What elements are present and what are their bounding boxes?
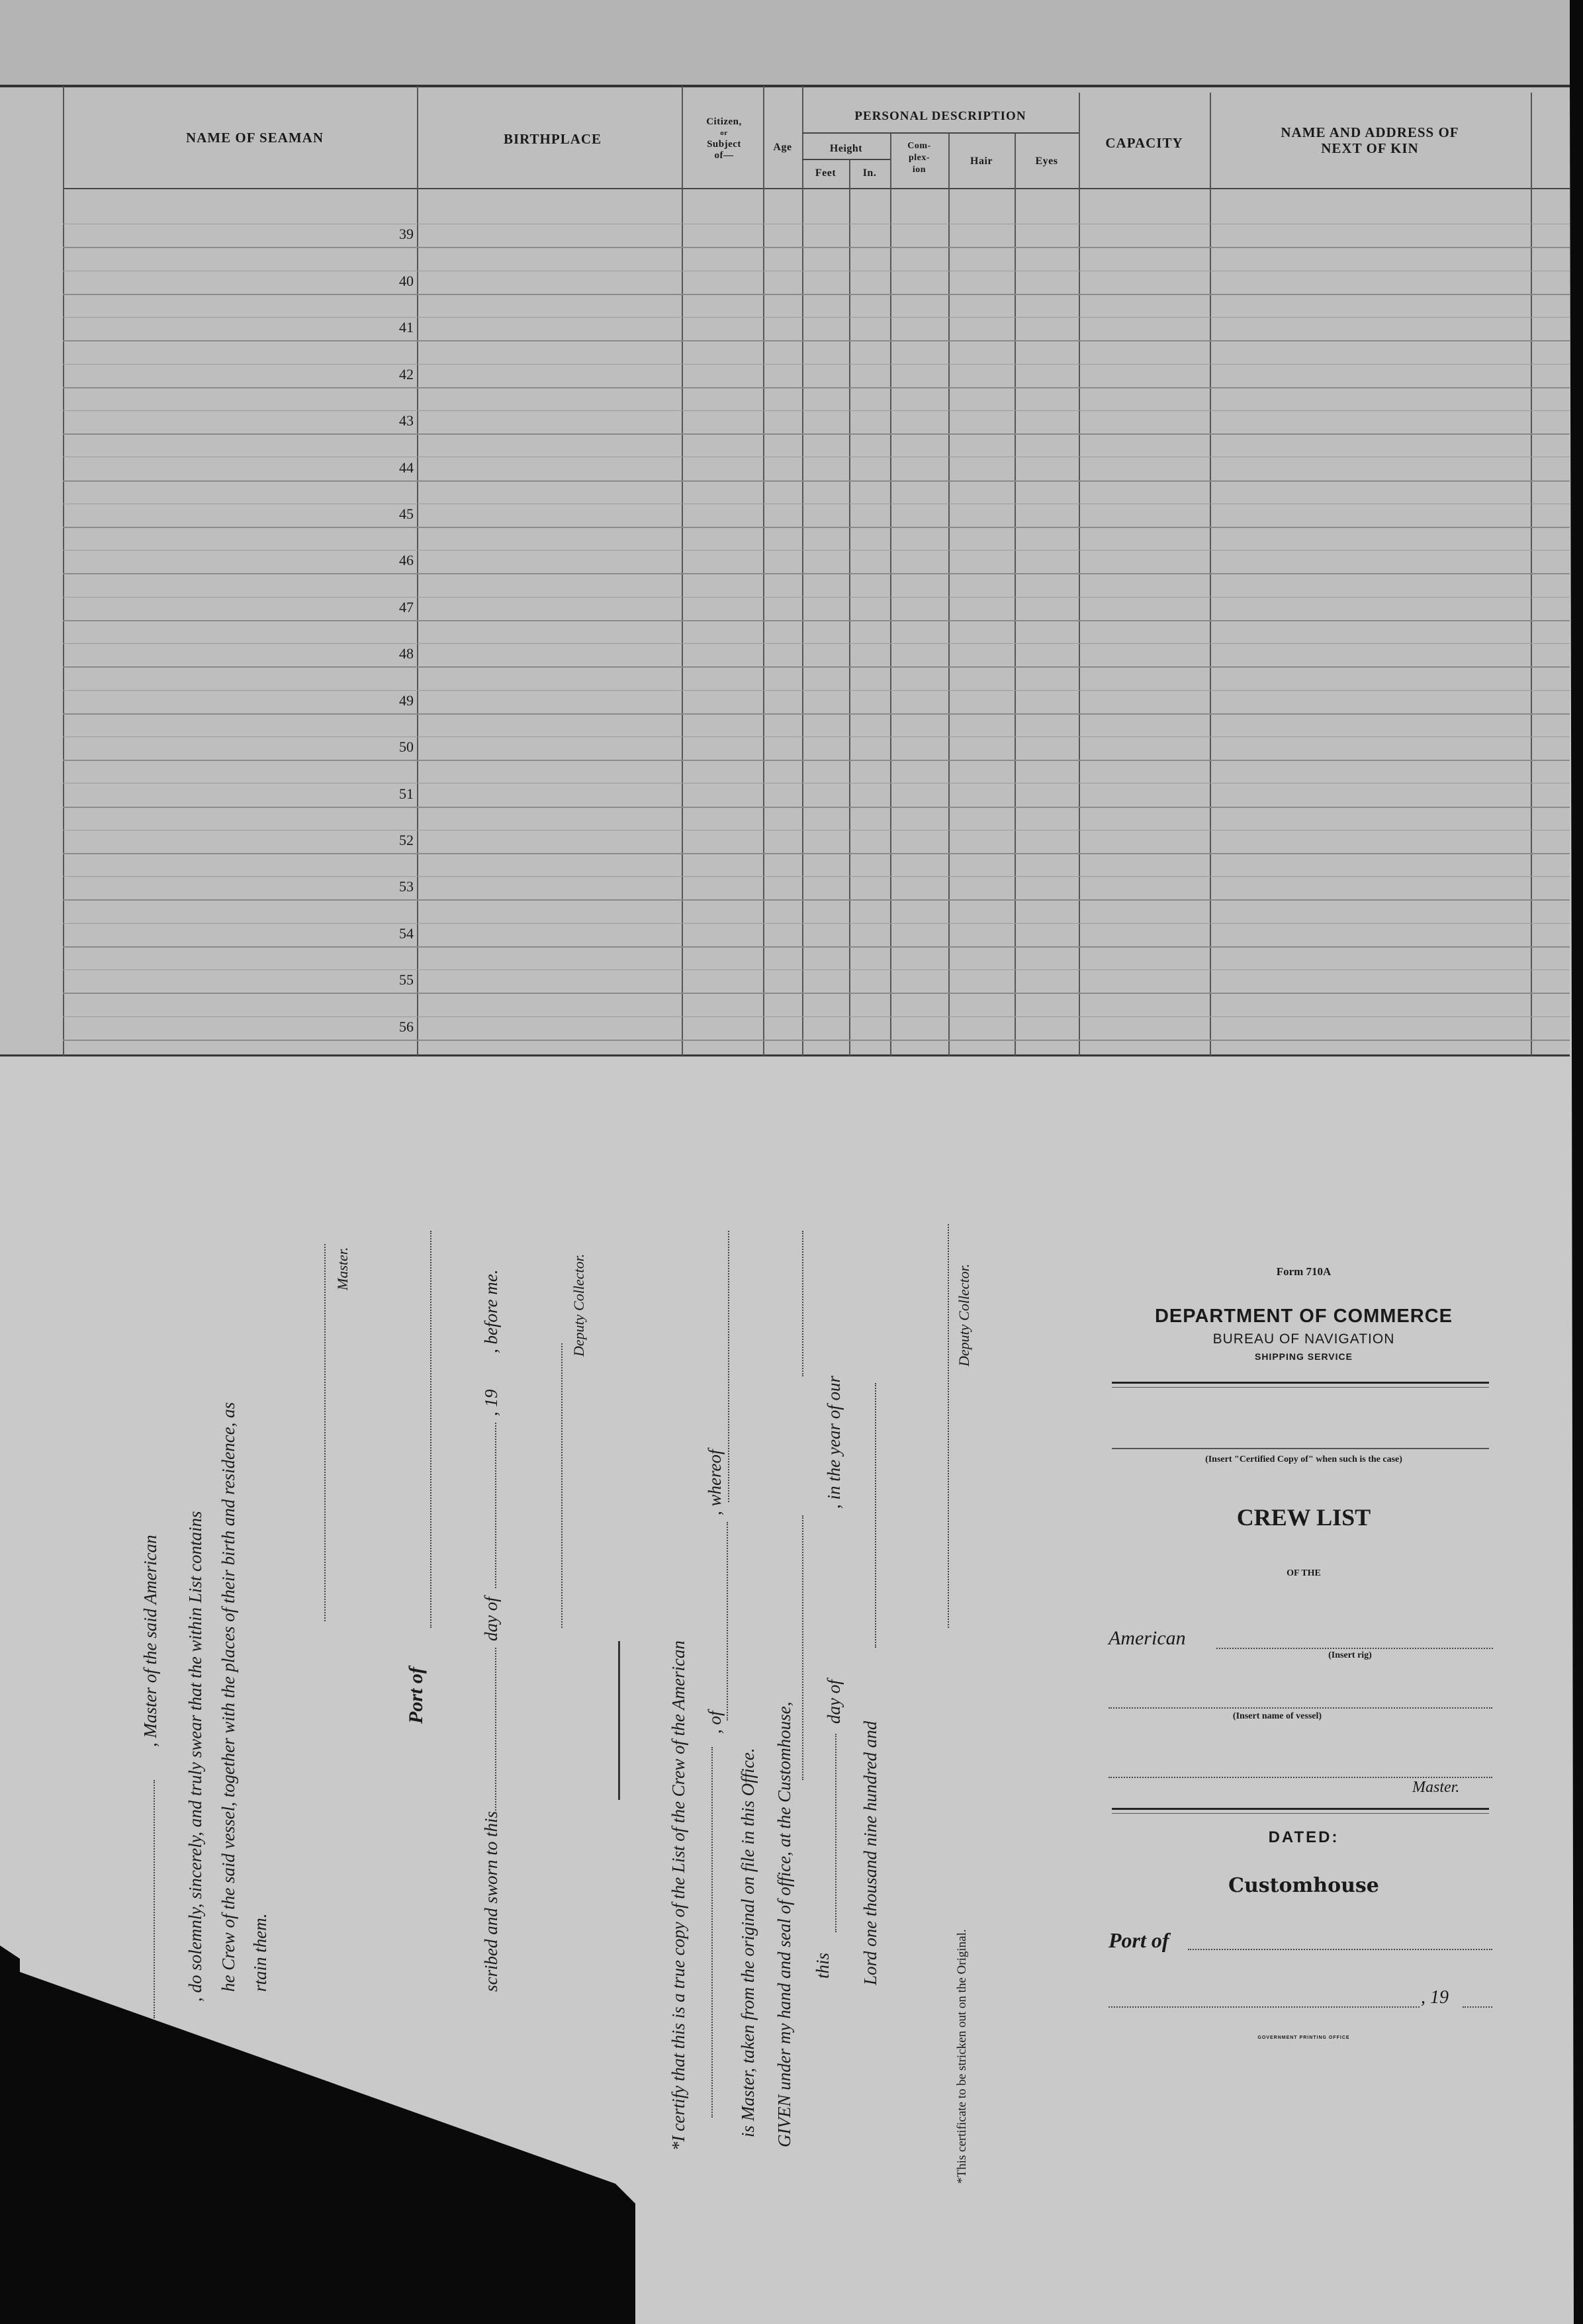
table-row-rule (63, 666, 1570, 668)
table-row-subrule (63, 364, 1570, 365)
cover-year-line (1463, 2006, 1492, 2008)
cover-top-rule (1112, 1382, 1489, 1384)
header-age: Age (773, 142, 792, 153)
cover-mid-rule-2 (1112, 1813, 1489, 1814)
oath-separator (618, 1641, 620, 1800)
row-number: 41 (399, 319, 414, 336)
cover-date-line (1108, 2006, 1420, 2008)
oath-sworn-month-line (495, 1423, 498, 1588)
col-divider (63, 86, 64, 1055)
certificate-deputy-collector: Deputy Collector. (956, 1263, 972, 1366)
row-number: 51 (399, 785, 414, 802)
cover-vessel-line (1108, 1707, 1492, 1709)
table-row-rule (63, 946, 1570, 948)
row-number: 47 (399, 598, 414, 615)
table-row-subrule (63, 597, 1570, 598)
row-number: 49 (399, 692, 414, 709)
certificate-of: , of (705, 1711, 725, 1734)
header-name-of-seaman: NAME OF SEAMAN (185, 130, 324, 146)
table-row-rule (63, 480, 1570, 482)
col-divider (417, 86, 418, 1055)
table-row-subrule (63, 317, 1570, 318)
table-row-rule (63, 993, 1570, 994)
certificate-master-line (728, 1231, 731, 1502)
cover-department: DEPARTMENT OF COMMERCE (1154, 1306, 1453, 1327)
row-number: 56 (399, 1018, 414, 1035)
cover-master-line (1108, 1777, 1492, 1778)
table-row-rule (63, 387, 1570, 388)
table-row-rule (63, 760, 1570, 761)
header-inches: In. (862, 167, 877, 179)
cover-insert-vessel: (Insert name of vessel) (1232, 1711, 1322, 1721)
oath-sworn-text: scribed and sworn to this (481, 1810, 501, 1992)
table-row-rule (63, 620, 1570, 621)
row-number: 54 (399, 924, 414, 942)
header-capacity: CAPACITY (1105, 135, 1183, 151)
header-citizen: Citizen, or Subject of— (706, 116, 742, 161)
oath-sworn-day-of: day of (481, 1597, 501, 1641)
table-row-rule (63, 853, 1570, 854)
oath-deputy-collector: Deputy Collector. (570, 1253, 587, 1357)
certificate-customhouse-line (802, 1515, 805, 1780)
oath-sworn-year: , 19 (481, 1389, 501, 1416)
table-row-subrule (63, 923, 1570, 924)
cover-mid-rule (1112, 1808, 1489, 1810)
oath-sworn-day-line (495, 1648, 498, 1813)
oath-master-signature-line (324, 1244, 327, 1621)
certificate-customhouse-line-2 (802, 1231, 805, 1376)
cover-port-line (1188, 1949, 1492, 1950)
table-row-rule (63, 247, 1570, 248)
certificate-line-3: is Master, taken from the original on file in this Office. (738, 1748, 758, 2137)
row-number: 42 (399, 365, 414, 382)
certificate-this: this (813, 1952, 833, 1979)
header-personal-description: PERSONAL DESCRIPTION (854, 109, 1026, 123)
oath-line-1: , Master of the said American (140, 1535, 160, 1747)
cover-customhouse: Customhouse (1228, 1874, 1379, 1897)
certificate-footnote: *This certificate to be stricken out on the Original. (955, 1929, 969, 2184)
cover-of-the: OF THE (1287, 1568, 1321, 1578)
certificate-year-of-our: , in the year of our (824, 1376, 844, 1509)
cover-service: SHIPPING SERVICE (1254, 1351, 1353, 1362)
cover-dated: DATED: (1268, 1828, 1339, 1846)
table-row-subrule (63, 969, 1570, 970)
row-number: 39 (399, 226, 414, 243)
cover-insert-rig: (Insert rig) (1328, 1650, 1372, 1660)
col-divider (682, 86, 683, 1055)
table-row-rule (63, 433, 1570, 435)
table-row-rule (63, 807, 1570, 808)
table-row-subrule (63, 410, 1570, 411)
personal-desc-rule (802, 132, 1079, 134)
oath-collector-signature-line (561, 1343, 564, 1628)
row-number: 43 (399, 412, 414, 429)
header-eyes: Eyes (1035, 156, 1058, 167)
table-row-subrule (63, 643, 1570, 644)
header-next-of-kin: NAME AND ADDRESS OF NEXT OF KIN (1281, 124, 1459, 156)
oath-master-name-line (154, 1780, 156, 2018)
row-number: 44 (399, 459, 414, 476)
header-feet: Feet (815, 167, 837, 179)
header-birthplace: BIRTHPLACE (503, 131, 602, 147)
col-divider (802, 86, 803, 1055)
oath-master-label: Master. (334, 1247, 351, 1290)
oath-line-3: he Crew of the said vessel, together with the places of their birth and residence, as (218, 1402, 238, 1992)
certificate-line-6: Lord one thousand nine hundred and (860, 1721, 880, 1985)
cover-form-number: Form 710A (1276, 1265, 1332, 1278)
certificate-line-1: *I certify that this is a true copy of the List of the Crew of the American (668, 1640, 688, 2151)
certificate-day-line (835, 1734, 838, 1932)
cover-title: CREW LIST (1236, 1504, 1371, 1531)
row-number: 48 (399, 645, 414, 662)
table-row-subrule (63, 1016, 1570, 1017)
certificate-collector-signature-line (948, 1224, 950, 1628)
row-number: 50 (399, 738, 414, 756)
cover-top-rule-2 (1112, 1387, 1489, 1388)
oath-line-2: , do solemnly, sincerely, and truly swear that the within List contains (185, 1511, 205, 2002)
row-number: 55 (399, 971, 414, 989)
table-row-rule (63, 527, 1570, 528)
table-row-rule (63, 573, 1570, 574)
row-number: 53 (399, 878, 414, 895)
cover-american: American (1108, 1627, 1186, 1649)
certificate-port-line (727, 1522, 729, 1721)
table-row-rule (63, 294, 1570, 295)
row-number: 52 (399, 832, 414, 849)
table-row-subrule (63, 690, 1570, 691)
table-row-subrule (63, 550, 1570, 551)
oath-sworn-before: , before me. (481, 1269, 501, 1353)
table-row-rule (63, 713, 1570, 715)
table-row-rule (63, 1040, 1570, 1041)
certificate-whereof: , whereof (705, 1449, 725, 1515)
cover-year: , 19 (1421, 1987, 1449, 2008)
certificate-year-line (875, 1383, 878, 1648)
oath-port-of: Port of (405, 1667, 427, 1724)
table-row-rule (63, 899, 1570, 901)
row-number: 40 (399, 272, 414, 289)
header-hair: Hair (970, 156, 993, 167)
row-number: 46 (399, 552, 414, 569)
cover-bureau: BUREAU OF NAVIGATION (1212, 1331, 1395, 1347)
cover-certified-line (1112, 1448, 1489, 1449)
certificate-day-of: day of (824, 1679, 844, 1724)
table-region (0, 86, 1570, 1055)
row-number: 45 (399, 506, 414, 522)
header-complexion: Com- plex- ion (907, 141, 931, 175)
folded-top-strip (0, 0, 1570, 86)
cover-rig-line (1216, 1648, 1493, 1649)
table-row-subrule (63, 876, 1570, 877)
certificate-vessel-line (711, 1747, 714, 2118)
height-rule (802, 159, 890, 160)
certificate-line-4: GIVEN under my hand and seal of office, at the Customhouse, (774, 1701, 794, 2147)
oath-line-4: rtain them. (250, 1913, 270, 1992)
table-row-rule (63, 340, 1570, 341)
col-divider (763, 86, 764, 1055)
header-height: Height (829, 143, 863, 154)
oath-port-line (430, 1231, 433, 1628)
cover-master: Master. (1412, 1779, 1460, 1796)
cover-port-of: Port of (1108, 1928, 1169, 1952)
cover-insert-certified: (Insert "Certified Copy of" when such is the case) (1205, 1454, 1402, 1464)
cover-printing-office: GOVERNMENT PRINTING OFFICE (1257, 2035, 1350, 2040)
